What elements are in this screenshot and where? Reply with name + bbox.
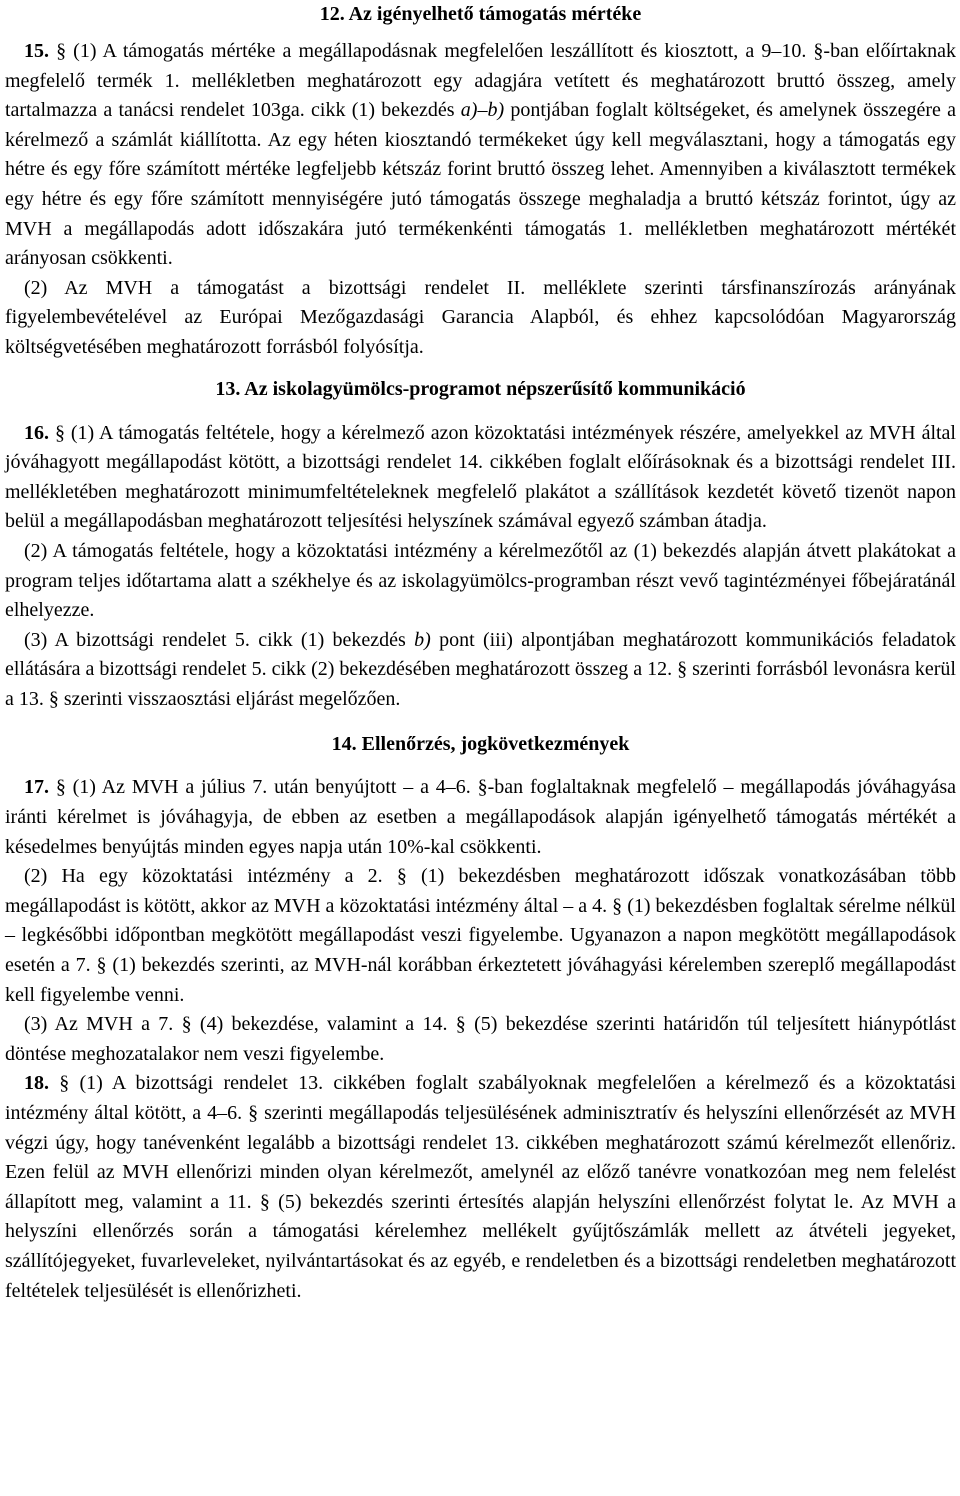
paragraph-text: (3) A bizottsági rendelet 5. cikk (1) bekezdés (24, 628, 415, 651)
paragraph (5, 274, 956, 363)
paragraph (5, 419, 956, 537)
paragraph (5, 37, 956, 274)
paragraph (5, 537, 956, 626)
paragraph-number: 17. (24, 776, 49, 799)
paragraph-number: 15. (24, 40, 49, 62)
document-page (5, 0, 956, 1306)
paragraph-text: (2) Ha egy közoktatási intézmény a 2. § (1) bekezdésben meghatározott időszak vonatkozásában több megállapodást is kötött, akkor az MVH a közoktatási intézmény által – a 4. § (1) bekezdésben foglaltak sérelme nélkül – legkésőbbi időpontban megkötött megállapodást veszi figyelembe. Ugyanazon a napon megkötött megállapodások esetén a 7. § (1) bekezdés szerinti, az MVH-nál korábban érkeztetett jóváhagyási kérelemben szereplő megállapodást kell figyelembe venni. (5, 865, 956, 1006)
paragraph-text: (2) Az MVH a támogatást a bizottsági rendelet II. melléklete szerinti társfinanszírozás arányának figyelembevételével az Európai Mezőgazdasági Garancia Alapból, és ehhez kapcsolódóan Magyarország költségvetésében meghatározott forrásból folyósítja. (5, 276, 956, 358)
paragraph (5, 626, 956, 715)
section-heading: 12. Az igényelhető támogatás mértéke (319, 3, 642, 25)
section-heading: 14. Ellenőrzés, jogkövetkezmények (331, 733, 630, 756)
paragraph-text: (2) A támogatás feltétele, hogy a közoktatási intézmény a kérelmezőtől az (1) bekezdés alapján átvett plakátokat a program teljes időtartama alatt a székhelye és az iskolagyümölcs-programban részt vevő tagintézményei főbejáratánál elhelyezze. (5, 539, 956, 622)
paragraph-number: 16. (24, 421, 49, 444)
paragraph-italic: b) (414, 628, 431, 651)
paragraph-text: § (1) A támogatás feltétele, hogy a kérelmező azon közoktatási intézmények részére, amelyekkel az MVH által jóváhagyott megállapodást kötött, a bizottsági rendelet 14. cikkében foglalt előírásoknak és a bizottsági rendelet III. mellékletében meghatározott minimumfeltételeknek megfelelő plakátot a szállítások kezdetét követő tizenöt napon belül a megállapodásban meghatározott teljesítési helyszínek számával egyező számban átadja. (5, 421, 956, 533)
paragraph-text: (3) Az MVH a 7. § (4) bekezdése, valamint a 14. § (5) bekezdése szerinti határidőn túl teljesített hiánypótlást döntése meghozatalakor nem veszi figyelembe. (5, 1013, 956, 1065)
paragraph (5, 1010, 956, 1069)
paragraph-text: § (1) Az MVH a július 7. után benyújtott – a 4–6. §-ban foglaltaknak megfelelő – megállapodás jóváhagyása iránti kérelmet is jóváhagyja, de ebben az esetben a megállapodások alapján igényelhető támogatás mértékét a késedelmes benyújtás minden egyes napja után 10%-kal csökkenti. (5, 776, 956, 858)
paragraph-text: § (1) A bizottsági rendelet 13. cikkében foglalt szabályoknak megfelelően a kérelmező és a közoktatási intézmény által kötött, a 4–6. § szerinti megállapodás teljesülésének adminisztratív és helyszíni ellenőrzését az MVH végzi úgy, hogy tanévenként legalább a bizottsági rendelet 13. cikkében meghatározott számú kérelmezőt ellenőriz. Ezen felül az MVH ellenőrizi minden olyan kérelmezőt, amelynél az előző tanévre vonatkozóan meg nem felelést állapított meg, valamint a 11. § (5) bekezdés szerinti értesítés alapján helyszíni ellenőrzést folytat le. Az MVH a helyszíni ellenőrzés során a támogatási kérelemhez mellékelt gyűjtőszámlák mellett az átvételi jegyeket, szállítójegyeket, fuvarleveleket, nyilvántartásokat és az egyéb, e rendeletben és a bizottsági rendeletben meghatározott feltételek teljesülését is ellenőrizheti. (5, 1072, 956, 1302)
paragraph (5, 862, 956, 1010)
paragraph (5, 773, 956, 862)
section-heading: 13. Az iskolagyümölcs-programot népszerűsítő kommunikáció (215, 377, 746, 400)
paragraph-number: 18. (24, 1072, 49, 1095)
paragraph (5, 1069, 956, 1306)
paragraph-text-tail: pontjában foglalt költségeket, és amelynek összegére a kérelmező a számlát kiállította. Az egy héten kiosztandó termékeket úgy kell megválasztani, hogy a támogatás egy hétre és egy főre számított mértéke legfeljebb kétszáz forint bruttó összeg lehet. Amennyiben a kiválasztott termékek egy hétre és egy főre számított mennyiségére jutó támogatás összege meghaladja a bruttó kétszáz forintot, úgy az MVH a megállapodás adott időszakára jutó termékenkénti támogatás 1. mellékletben meghatározott mértékét arányosan csökkenti. (5, 99, 956, 270)
paragraph-text-tail: pont (iii) alpontjában meghatározott kommunikációs feladatok ellátására a bizottsági rendelet 5. cikk (2) bekezdésében meghatározott összeg a 12. § szerinti forrásból levonásra kerül a 13. § szerinti visszaosztási eljárást megelőzően. (5, 628, 956, 710)
paragraph-italic: a)–b) (460, 99, 505, 122)
paragraph-text: § (1) A támogatás mértéke a megállapodásnak megfelelően leszállított és kiosztott, a 9–10. §-ban előírtaknak megfelelő termék 1. mellékletben meghatározott egy adagjára vetített és meghatározott bruttó összeg, amely tartalmazza a tanácsi rendelet 103ga. cikk (1) bekezdés (5, 40, 956, 122)
